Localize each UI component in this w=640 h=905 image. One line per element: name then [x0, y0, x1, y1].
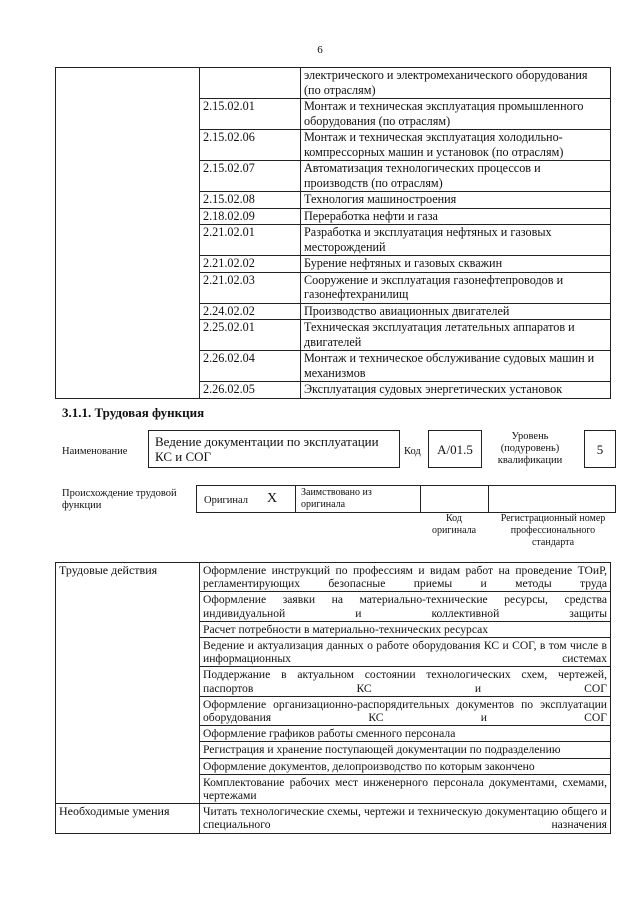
table-row — [56, 208, 611, 225]
empty-cell — [56, 225, 200, 256]
code-label: Код — [404, 446, 421, 457]
table-row — [56, 351, 611, 382]
divider — [420, 485, 421, 513]
empty-cell — [56, 382, 200, 399]
program-name: Технология машиностроения — [301, 192, 611, 209]
empty-cell — [56, 351, 200, 382]
program-code: 2.15.02.07 — [200, 161, 301, 192]
labor-action: Комплектование рабочих мест инженерного персонала документами, схемами, чертежами — [200, 774, 611, 803]
origin-row — [196, 485, 616, 513]
labor-action: Оформление графиков работы сменного персонала — [200, 726, 611, 742]
program-code: 2.26.02.05 — [200, 382, 301, 399]
program-code: 2.15.02.01 — [200, 99, 301, 130]
labor-action: Ведение и актуализация данных о работе оборудования КС и СОГ, в том числе в информационных системах — [200, 638, 611, 667]
table-row — [56, 256, 611, 273]
table-row — [56, 99, 611, 130]
program-name: Монтаж и техническое обслуживание судовых машин и механизмов — [301, 351, 611, 382]
function-code-box: А/01.5 — [428, 430, 482, 468]
table-row — [56, 192, 611, 209]
table-row — [56, 320, 611, 351]
empty-cell — [56, 130, 200, 161]
table-row — [56, 563, 611, 592]
code-original-label: Код оригинала — [431, 513, 477, 536]
program-code: 2.15.02.08 — [200, 192, 301, 209]
program-name: Монтаж и техническая эксплуатация промышленного оборудования (по отраслям) — [301, 99, 611, 130]
original-mark: X — [267, 491, 278, 506]
level-box: 5 — [584, 430, 616, 468]
table-row — [56, 225, 611, 256]
labor-action: Оформление документов, делопроизводство по которым закончено — [200, 758, 611, 774]
reg-number-label: Регистрационный номер профессионального стандарта — [500, 513, 606, 548]
empty-cell — [56, 320, 200, 351]
table-row — [56, 272, 611, 303]
empty-cell — [56, 303, 200, 320]
program-name: Бурение нефтяных и газовых скважин — [301, 256, 611, 273]
program-code: 2.26.02.04 — [200, 351, 301, 382]
program-name: Техническая эксплуатация летательных аппаратов и двигателей — [301, 320, 611, 351]
empty-cell — [56, 272, 200, 303]
program-code: 2.24.02.02 — [200, 303, 301, 320]
labor-action: Оформление организационно-распорядительных документов по эксплуатации оборудования КС и СОГ — [200, 696, 611, 725]
labor-action: Регистрация и хранение поступающей документации по подразделению — [200, 742, 611, 758]
program-name: электрического и электромеханического оборудования (по отраслям) — [301, 68, 611, 99]
labor-action: Оформление заявки на материально-технические ресурсы, средства индивидуальной и коллективной защиты — [200, 592, 611, 621]
empty-cell — [56, 161, 200, 192]
program-name: Монтаж и техническая эксплуатация холодильно-компрессорных машин и установок (по отраслям) — [301, 130, 611, 161]
table-row — [56, 804, 611, 833]
program-name: Эксплуатация судовых энергетических установок — [301, 382, 611, 399]
labor-action: Расчет потребности в материально-технических ресурсах — [200, 621, 611, 637]
function-name-box: Ведение документации по эксплуатации КС и СОГ — [148, 430, 400, 468]
program-name: Разработка и эксплуатация нефтяных и газовых месторождений — [301, 225, 611, 256]
program-code — [200, 68, 301, 99]
empty-cell — [56, 256, 200, 273]
table-row — [56, 68, 611, 99]
origin-label: Происхождение трудовой функции — [62, 488, 177, 511]
empty-cell — [56, 99, 200, 130]
empty-cell — [56, 208, 200, 225]
program-name: Переработка нефти и газа — [301, 208, 611, 225]
skill-item: Читать технологические схемы, чертежи и техническую документацию общего и специального назначения — [200, 804, 611, 833]
actions-table — [55, 562, 611, 834]
program-code: 2.18.02.09 — [200, 208, 301, 225]
program-code: 2.15.02.06 — [200, 130, 301, 161]
program-name: Автоматизация технологических процессов и производств (по отраслям) — [301, 161, 611, 192]
program-code: 2.21.02.01 — [200, 225, 301, 256]
labor-action: Поддержание в актуальном состоянии технологических схем, чертежей, паспортов КС и СОГ — [200, 667, 611, 696]
empty-cell — [56, 68, 200, 99]
empty-cell — [56, 192, 200, 209]
table-row — [56, 161, 611, 192]
program-code: 2.25.02.01 — [200, 320, 301, 351]
section-title: 3.1.1. Трудовая функция — [62, 405, 205, 420]
table-row — [56, 130, 611, 161]
divider — [488, 485, 489, 513]
labor-action: Оформление инструкций по профессиям и видам работ на проведение ТОиР, регламентирующих безопасные приемы и методы труда — [200, 563, 611, 592]
program-name: Производство авиационных двигателей — [301, 303, 611, 320]
original-label: Оригинал — [204, 495, 248, 506]
labor-actions-label: Трудовые действия — [56, 563, 200, 804]
table-row — [56, 382, 611, 399]
borrowed-label: Заимствовано из оригинала — [301, 487, 372, 510]
skills-label: Необходимые умения — [56, 804, 200, 833]
divider — [295, 485, 296, 513]
program-code: 2.21.02.03 — [200, 272, 301, 303]
program-name: Сооружение и эксплуатация газонефтепроводов и газонефтехранилищ — [301, 272, 611, 303]
page-number: 6 — [317, 44, 323, 56]
program-code: 2.21.02.02 — [200, 256, 301, 273]
level-label: Уровень (подуровень) квалификации — [497, 431, 563, 466]
name-label: Наименование — [62, 446, 128, 457]
programs-table — [55, 67, 611, 399]
table-row — [56, 303, 611, 320]
